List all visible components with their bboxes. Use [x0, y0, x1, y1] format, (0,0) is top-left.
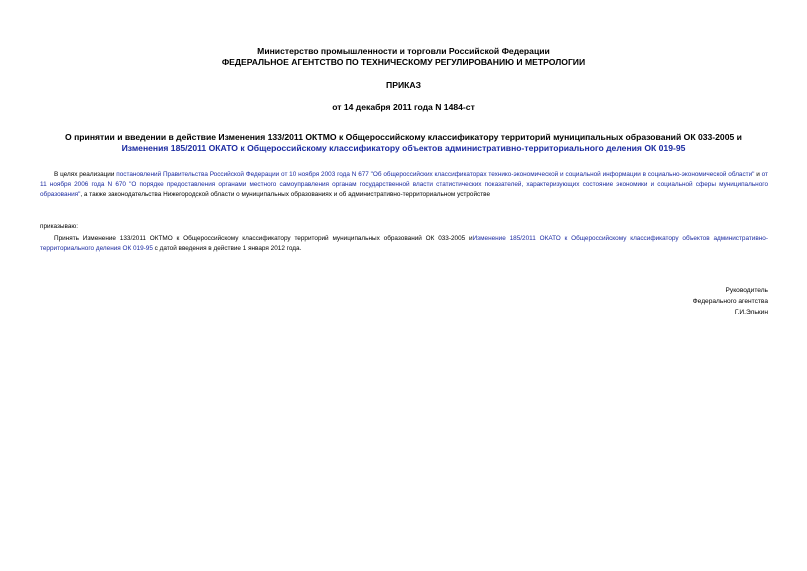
order-verb: приказываю: [40, 223, 78, 230]
preamble-end: , а также законодательства Нижегородской области о муниципальных образованиях и об административно-территориальном устройстве [80, 191, 491, 198]
signature-name: Г.И.Элькин [734, 309, 768, 316]
order-link[interactable]: Изменение 185/2011 ОКАТО к Общероссийскому классификатору объектов административно-территориального деления ОК 019-95 [40, 235, 768, 252]
preamble-middle: и [754, 171, 762, 178]
order-text: Принять Изменение 133/2011 ОКТМО к Общероссийскому классификатору территорий муниципальных образований ОК 033-2005 и [54, 235, 473, 242]
document-type: ПРИКАЗ [386, 80, 421, 90]
preamble-paragraph [40, 170, 768, 200]
preamble-link-resolution-677[interactable]: постановлений Правительства Российской Федерации от 10 ноября 2003 года N 677 "Об общероссийских классификаторах технико-экономической и социальной информации в социально-экономической области" [116, 171, 755, 178]
title-line: О принятии и введении в действие Изменения 133/2011 ОКТМО к Общероссийскому классификатору территорий муниципальных образований ОК 033-2005 и [65, 132, 742, 142]
ministry-name: Министерство промышленности и торговли Российской Федерации [257, 46, 550, 56]
agency-name: ФЕДЕРАЛЬНОЕ АГЕНТСТВО ПО ТЕХНИЧЕСКОМУ РЕГУЛИРОВАНИЮ И МЕТРОЛОГИИ [221, 57, 586, 67]
document-title [40, 132, 767, 154]
preamble-link-resolution-670[interactable]: от 11 ноября 2006 года N 670 "О порядке предоставления органами местного самоуправления органам государственной власти статистических показателей, характеризующих состояние экономики и социальной сферы муниципального образования" [40, 171, 768, 198]
document-date-number: от 14 декабря 2011 года N 1484-ст [332, 102, 475, 112]
signature-block [693, 285, 768, 318]
preamble-intro: В целях реализации [54, 171, 117, 178]
order-paragraph [40, 234, 768, 254]
signature-position: Руководитель [725, 287, 768, 294]
order-text-end: с датой введения в действие 1 января 2012 года. [152, 245, 302, 252]
title-link[interactable]: Изменения 185/2011 ОКАТО к Общероссийскому классификатору объектов административно-территориального деления ОК 019-95 [121, 143, 686, 153]
signature-organization: Федерального агентства [692, 298, 768, 305]
